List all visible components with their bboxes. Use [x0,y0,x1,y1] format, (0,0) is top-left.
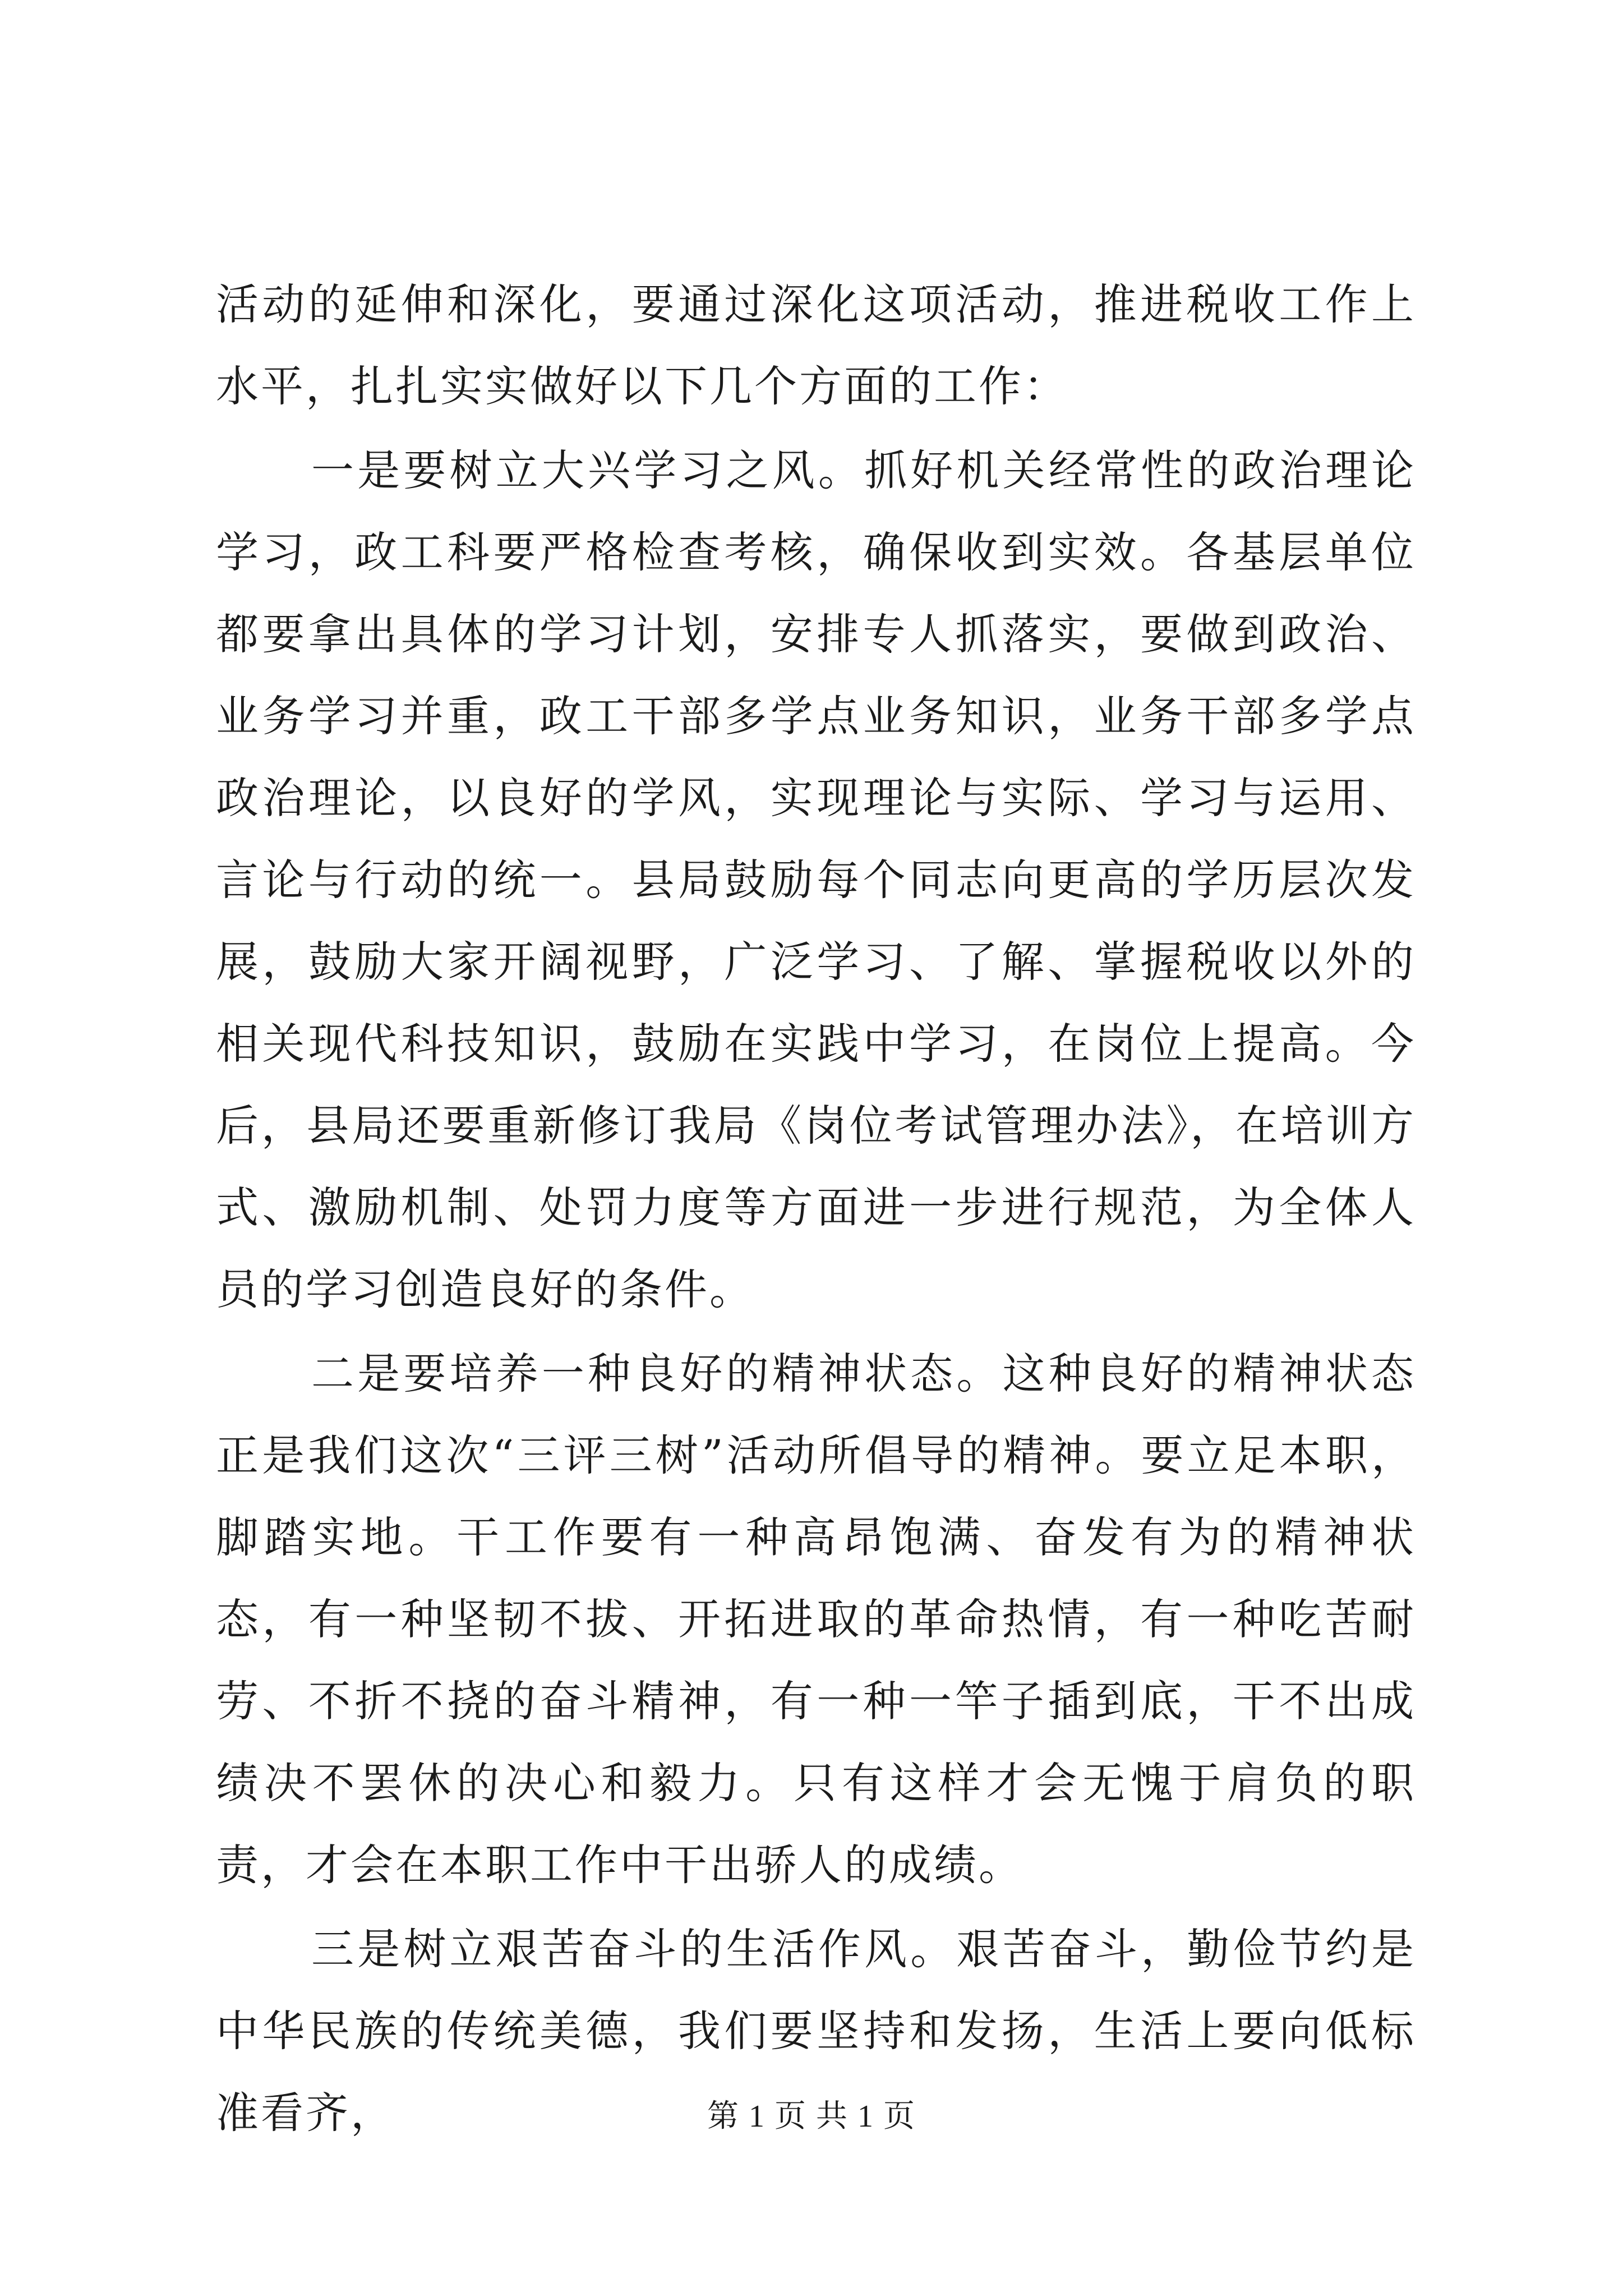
paragraph: 二是要培养一种良好的精神状态。这种良好的精神状态正是我们这次“三评三树”活动所倡导的精神。要立足本职，脚踏实地。干工作要有一种高昂饱满、奋发有为的精神状态，有一种坚韧不拔、开拓进取的革命热情，有一种吃苦耐劳、不折不挠的奋斗精神，有一种一竿子插到底，干不出成绩决不罢休的决心和毅力。只有这样才会无愧于肩负的职责，才会在本职工作中干出骄人的成绩。 [216,1349,1416,1890]
document-body [216,264,1416,2156]
page-footer: 第 1 页 共 1 页 [707,2099,916,2134]
paragraph: 活动的延伸和深化，要通过深化这项活动，推进税收工作上水平，扎扎实实做好以下几个方面的工作： [216,279,1416,411]
paragraph: 一是要树立大兴学习之风。抓好机关经常性的政治理论学习，政工科要严格检查考核，确保收到实效。各基层单位都要拿出具体的学习计划，安排专人抓落实，要做到政治、业务学习并重，政工干部多学点业务知识，业务干部多学点政治理论，以良好的学风，实现理论与实际、学习与运用、言论与行动的统一。县局鼓励每个同志向更高的学历层次发展，鼓励大家开阔视野，广泛学习、了解、掌握税收以外的相关现代科技知识，鼓励在实践中学习，在岗位上提高。今后，县局还要重新修订我局《岗位考试管理办法》，在培训方式、激励机制、处罚力度等方面进一步进行规范，为全体人员的学习创造良好的条件。 [216,445,1416,1314]
paragraph: 三是树立艰苦奋斗的生活作风。艰苦奋斗，勤俭节约是中华民族的传统美德，我们要坚持和发扬，生活上要向低标准看齐， [216,1924,1416,2138]
